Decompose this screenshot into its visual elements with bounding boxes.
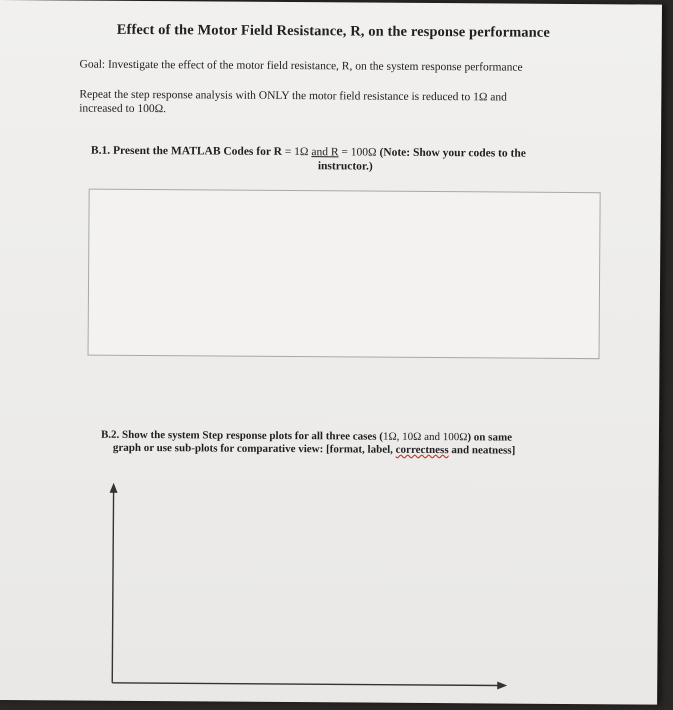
b2-correctness: correctness [395,443,449,457]
question-b1 [91,144,591,175]
x-axis [112,683,499,686]
b2-line1-end: ) on same [467,431,513,444]
page-title: Effect of the Motor Field Resistance, R, on the response performance [116,21,550,41]
instruction-text [79,88,579,119]
goal-text: Goal: Investigate the effect of the motor field resistance, R, on the system response performance [79,58,523,74]
plot-answer-area[interactable] [107,483,509,704]
b1-and-r: and R [311,146,339,159]
y-axis-arrow [110,483,118,493]
b2-line2 [101,442,571,458]
question-b2 [101,429,571,458]
b1-note-end: instructor.) [317,160,373,173]
b1-note-start: (Note: Show your codes to the [379,146,526,160]
b2-line2-end: and neatness] [448,444,516,457]
b1-eq2: = 100Ω [338,146,380,159]
instruction-line-1: Repeat the step response analysis with ONLY the motor field resistance is reduced to 1Ω and [79,88,507,104]
blank-axes [107,483,509,704]
b1-prefix: B.1. Present the MATLAB Codes for R [90,144,283,158]
instruction-line-2: increased to 100Ω. [79,102,167,116]
b1-eq1: = 1Ω [281,145,312,159]
b2-line2-start: graph or use sub-plots for comparative view: [format, label, [112,441,396,456]
b2-line1-start: B.2. Show the system Step response plots for all three cases ( [100,428,384,443]
b2-cases: 1Ω, 10Ω and 100Ω [382,430,468,444]
x-axis-arrow [497,681,507,689]
code-answer-box[interactable] [88,189,601,360]
y-axis [112,489,113,683]
